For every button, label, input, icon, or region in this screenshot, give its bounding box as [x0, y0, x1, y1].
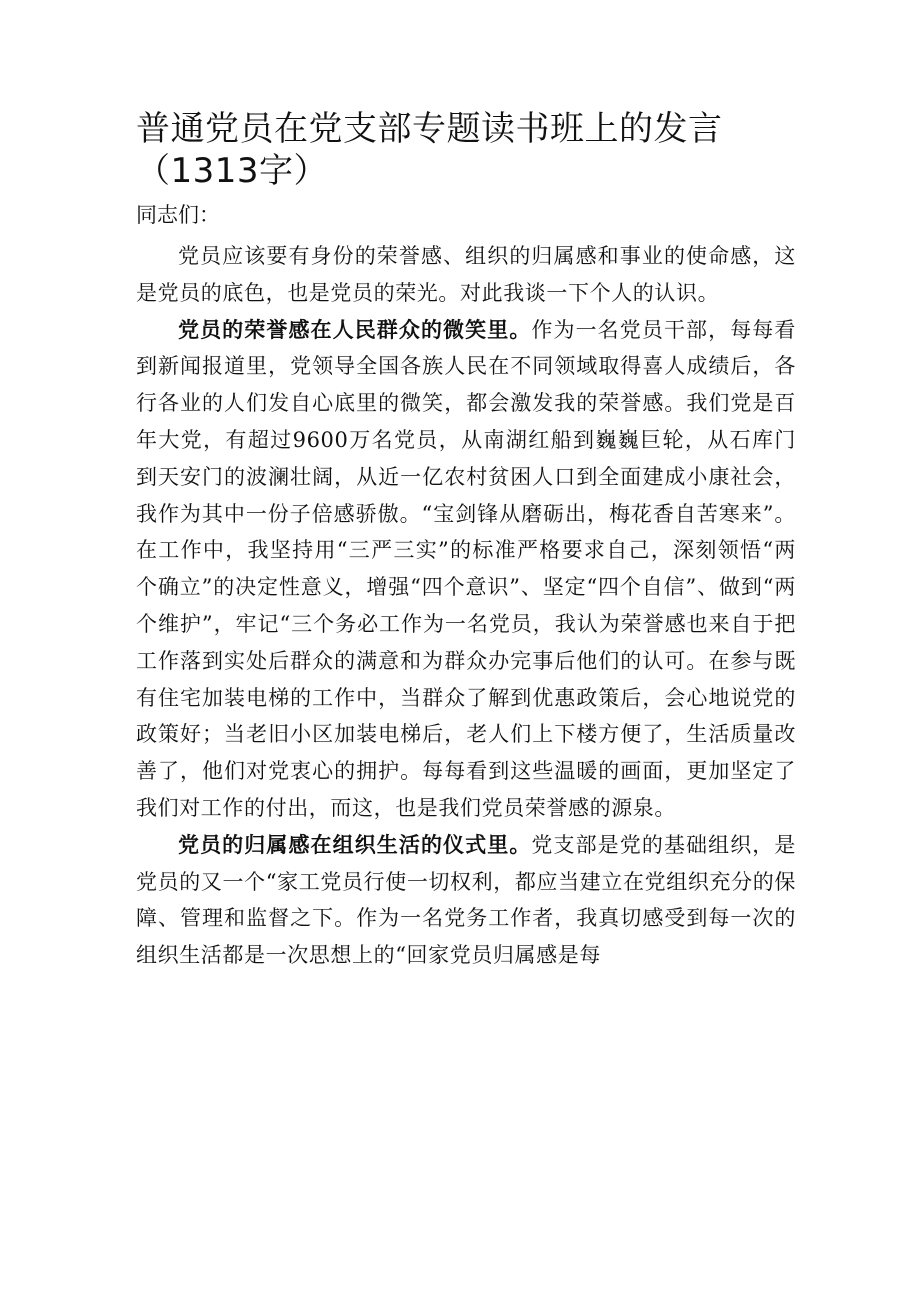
document-title: 普通党员在党支部专题读书班上的发言（1313字） [136, 109, 723, 191]
greeting: 同志们： [136, 203, 220, 227]
paragraph-lead: 党员的归属感在组织生活的仪式里。 [178, 832, 532, 857]
paragraph-honor [136, 312, 796, 827]
paragraph-intro [136, 238, 796, 312]
document-body [136, 238, 796, 974]
paragraph-text: 党支部是党的基础组织，是党员的又一个“家工党员行使一切权利，都应当建立在党组织充分的保障、管理和监督之下。作为一名党务工作者，我真切感受到每一次的组织生活都是一次思想上的“回家党员归属感是每 [136, 832, 796, 968]
paragraph-text: 党员应该要有身份的荣誉感、组织的归属感和事业的使命感，这是党员的底色，也是党员的荣光。对此我谈一下个人的认识。 [136, 244, 796, 305]
paragraph-text: 作为一名党员干部，每每看到新闻报道里，党领导全国各族人民在不同领域取得喜人成绩后，各行各业的人们发自心底里的微笑，都会激发我的荣誉感。我们党是百年大党，有超过9600万名党员，从南湖红船到巍巍巨轮，从石库门到天安门的波澜壮阔，从近一亿农村贫困人口到全面建成小康社会，我作为其中一份子倍感骄傲。“宝剑锋从磨砺出，梅花香自苦寒来”。在工作中，我坚持用“三严三实”的标准严格要求自己，深刻领悟“两个确立”的决定性意义，增强“四个意识”、坚定“四个自信”、做到“两个维护”，牢记“三个务必工作为一名党员，我认为荣誉感也来自于把工作落到实处后群众的满意和为群众办完事后他们的认可。在参与既有住宅加装电梯的工作中，当群众了解到优惠政策后，会心地说党的政策好；当老旧小区加装电梯后，老人们上下楼方便了，生活质量改善了，他们对党衷心的拥护。每每看到这些温暖的画面，更加坚定了我们对工作的付出，而这，也是我们党员荣誉感的源泉。 [136, 317, 796, 820]
paragraph-belonging [136, 827, 796, 974]
paragraph-lead: 党员的荣誉感在人民群众的微笑里。 [178, 317, 532, 342]
